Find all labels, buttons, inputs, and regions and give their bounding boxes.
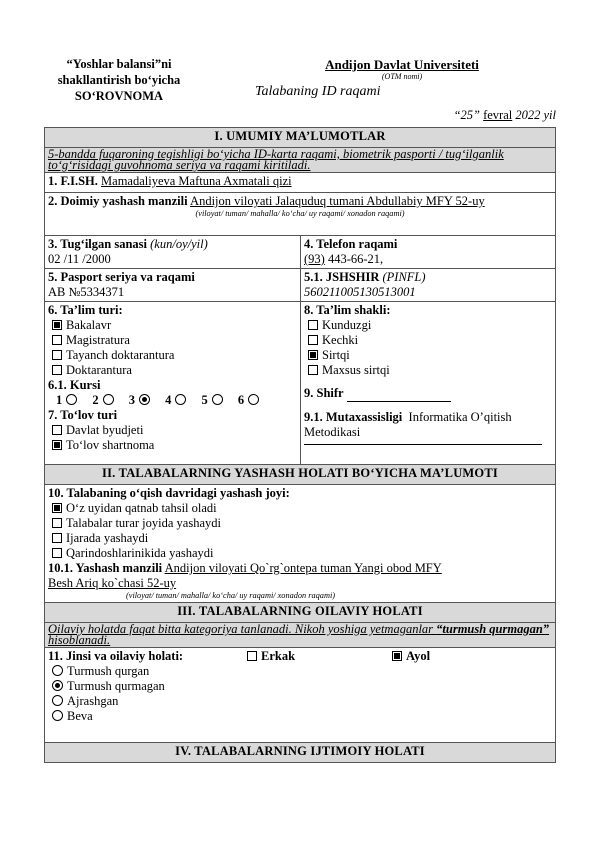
living-address-value-2[interactable]: Besh Ariq ko`chasi 52-uy xyxy=(48,576,177,590)
checkbox-icon[interactable] xyxy=(308,365,318,375)
radio-selected-icon[interactable] xyxy=(139,394,150,405)
tuition-option[interactable] xyxy=(48,423,297,438)
edu-type-option-label: Magistratura xyxy=(66,333,130,347)
phone-label: 4. Telefon raqami xyxy=(304,237,398,251)
section-4-title: IV. TALABALARNING IJTIMOIY HOLATI xyxy=(45,743,556,763)
university-name: Andijon Davlat Universiteti xyxy=(325,57,479,72)
speciality-label: 9.1. Mutaxassisligi xyxy=(304,410,403,424)
gender-row xyxy=(48,649,552,664)
jshshir-cell xyxy=(301,269,556,302)
survey-form xyxy=(44,127,556,763)
edu-form-label: 8. Ta’lim shakli: xyxy=(304,303,391,317)
tuition-option-label: Davlat byudjeti xyxy=(66,423,144,437)
gender-option-label: Erkak xyxy=(261,649,296,663)
living-address-label: 10.1. Yashash manzili xyxy=(48,561,163,575)
course-number: 1 xyxy=(56,393,63,407)
gender-option[interactable] xyxy=(388,649,430,664)
phone-code[interactable]: (93) xyxy=(304,252,325,266)
living-option-label: Ijarada yashaydi xyxy=(66,531,149,545)
living-option[interactable] xyxy=(48,516,552,531)
marital-option-label: Turmush qurmagan xyxy=(67,679,165,693)
course-label: 6.1. Kursi xyxy=(48,378,101,392)
checkbox-checked-icon[interactable] xyxy=(392,651,402,661)
radio-icon[interactable] xyxy=(248,394,259,405)
cipher-field[interactable] xyxy=(347,386,451,402)
date-month: fevral xyxy=(483,108,513,122)
tuition-option-label: To‘lov shartnoma xyxy=(66,438,155,452)
checkbox-checked-icon[interactable] xyxy=(308,350,318,360)
otm-note: (OTM nomi) xyxy=(381,72,423,81)
edu-type-option[interactable] xyxy=(48,333,297,348)
marital-option[interactable] xyxy=(48,694,552,709)
checkbox-icon[interactable] xyxy=(308,320,318,330)
radio-icon[interactable] xyxy=(175,394,186,405)
edu-form-option[interactable] xyxy=(304,363,552,378)
course-number: 4 xyxy=(165,393,172,407)
course-option[interactable] xyxy=(202,393,227,408)
survey-title-line: SO‘ROVNOMA xyxy=(74,89,164,103)
section-3-title: III. TALABALARNING OILAVIY HOLATI xyxy=(45,603,556,623)
checkbox-checked-icon[interactable] xyxy=(52,320,62,330)
speciality-row xyxy=(304,410,552,440)
course-number: 6 xyxy=(237,393,245,407)
birth-value[interactable]: 02 /11 /2000 xyxy=(48,252,111,266)
gender-label: 11. Jinsi va oilaviy holati: xyxy=(48,649,184,663)
checkbox-icon[interactable] xyxy=(52,518,62,528)
phone-cell xyxy=(301,236,556,269)
radio-icon[interactable] xyxy=(52,710,63,721)
edu-form-option[interactable] xyxy=(304,348,552,363)
living-option[interactable] xyxy=(48,501,552,516)
gender-option[interactable] xyxy=(243,649,295,664)
date-day: “25 xyxy=(453,108,474,122)
note-part: Oilaviy holatda faqat bitta kategoriya tanlanadi. Nikoh yoshiga yetmaganlar xyxy=(48,622,437,636)
checkbox-icon[interactable] xyxy=(308,335,318,345)
date-mid: ” xyxy=(473,108,484,122)
birth-format: (kun/oy/yil) xyxy=(150,237,208,251)
checkbox-icon[interactable] xyxy=(247,651,257,661)
passport-value[interactable]: AB №5334371 xyxy=(48,285,125,299)
university-block xyxy=(292,57,512,82)
survey-title-line: shakllantirish bo‘yicha xyxy=(57,73,181,87)
marital-option[interactable] xyxy=(48,709,552,724)
checkbox-icon[interactable] xyxy=(52,425,62,435)
birth-cell xyxy=(45,236,301,269)
survey-title xyxy=(40,56,198,104)
tuition-label: 7. To‘lov turi xyxy=(48,408,118,422)
section-3-note xyxy=(45,623,556,648)
checkbox-checked-icon[interactable] xyxy=(52,440,62,450)
section-1-title: I. UMUMIY MA’LUMOTLAR xyxy=(45,128,556,148)
jshshir-label: 5.1. JSHSHIR xyxy=(304,270,380,284)
birth-label: 3. Tug‘ilgan sanasi xyxy=(48,237,148,251)
radio-selected-icon[interactable] xyxy=(52,680,63,691)
jshshir-value[interactable]: 560211005130513001 xyxy=(304,285,416,299)
checkbox-icon[interactable] xyxy=(52,548,62,558)
marital-option-label: Beva xyxy=(67,709,93,723)
course-option[interactable] xyxy=(238,393,263,408)
marital-option[interactable] xyxy=(48,679,552,694)
edu-form-option-label: Sirtqi xyxy=(322,348,350,362)
section-1-note xyxy=(45,148,556,173)
section-3-note-text xyxy=(48,622,549,647)
edu-type-option-label: Tayanch doktarantura xyxy=(66,348,175,362)
edu-type-option[interactable] xyxy=(48,318,297,333)
course-option[interactable] xyxy=(92,393,117,408)
date-year: 2022 yil xyxy=(512,108,556,122)
survey-title-line: “Yoshlar balansi”ni xyxy=(66,57,172,71)
edu-type-option[interactable] xyxy=(48,363,297,378)
address-label: 2. Doimiy yashash manzili xyxy=(48,194,188,208)
edu-form-option-label: Kechki xyxy=(322,333,359,347)
living-address-hint: (viloyat/ tuman/ mahalla/ ko‘cha/ uy raqami/ xonadon raqami) xyxy=(126,591,336,600)
note-bold: “turmush qurmagan” xyxy=(436,622,550,636)
radio-icon[interactable] xyxy=(212,394,223,405)
edu-form-option-label: Kunduzgi xyxy=(322,318,372,332)
fish-label: 1. F.I.SH. xyxy=(48,174,98,188)
section-1-note-text: 5-bandda fuqaroning tegishligi bo‘yicha ID-karta raqami, biometrik pasporti / tug‘ilganlik to‘g‘risidagi guvohnoma seriya va raqami kiritiladi. xyxy=(48,147,504,172)
address-value[interactable]: Andijon viloyati Jalaquduq tumani Abdullabiy MFY 52-uy xyxy=(190,194,485,208)
cipher-label: 9. Shifr xyxy=(304,386,344,400)
address-row xyxy=(45,193,556,236)
marital-option-label: Turmush qurgan xyxy=(67,664,150,678)
living-label: 10. Talabaning o‘qish davridagi yashash joyi: xyxy=(48,486,290,500)
address-hint: (viloyat/ tuman/ mahalla/ ko‘cha/ uy raqami/ xonadon raqami) xyxy=(195,209,405,218)
radio-icon[interactable] xyxy=(52,695,63,706)
living-option[interactable] xyxy=(48,531,552,546)
radio-icon[interactable] xyxy=(66,394,77,405)
checkbox-icon[interactable] xyxy=(52,350,62,360)
checkbox-icon[interactable] xyxy=(52,533,62,543)
note-part: hisoblanadi. xyxy=(48,633,111,647)
speciality-underline xyxy=(304,440,542,445)
cipher-row xyxy=(304,386,552,402)
course-number: 2 xyxy=(92,393,99,407)
edu-type-option[interactable] xyxy=(48,348,297,363)
checkbox-icon[interactable] xyxy=(52,365,62,375)
living-option-label: Talabalar turar joyida yashaydi xyxy=(66,516,221,530)
living-cell xyxy=(45,485,556,603)
course-option[interactable] xyxy=(165,393,190,408)
radio-icon[interactable] xyxy=(52,665,63,676)
edu-type-option-label: Bakalavr xyxy=(66,318,112,332)
marital-option[interactable] xyxy=(48,664,552,679)
speciality-value[interactable]: Informatika O’qitish Metodikasi xyxy=(304,410,512,439)
phone-value[interactable]: 443-66-21, xyxy=(324,252,384,266)
passport-cell xyxy=(45,269,301,302)
course-number: 3 xyxy=(128,393,135,407)
edu-form-option[interactable] xyxy=(304,318,552,333)
course-number: 5 xyxy=(201,393,208,407)
fish-row xyxy=(45,173,556,193)
form-date xyxy=(454,108,556,123)
living-option-label: O‘z uyidan qatnab tahsil oladi xyxy=(66,501,217,515)
course-options xyxy=(48,393,297,408)
edu-form-option[interactable] xyxy=(304,333,552,348)
checkbox-icon[interactable] xyxy=(52,335,62,345)
edu-type-cell xyxy=(45,302,301,465)
section-2-title: II. TALABALARNING YASHASH HOLATI BO‘YICHA MA’LUMOTI xyxy=(45,465,556,485)
edu-form-cell xyxy=(301,302,556,465)
marital-cell xyxy=(45,648,556,743)
checkbox-checked-icon[interactable] xyxy=(52,503,62,513)
radio-icon[interactable] xyxy=(103,394,114,405)
jshshir-hint: (PINFL) xyxy=(382,270,426,284)
living-option[interactable] xyxy=(48,546,552,561)
edu-type-label: 6. Ta’lim turi: xyxy=(48,303,123,317)
tuition-option[interactable] xyxy=(48,438,297,453)
fish-value[interactable]: Mamadaliyeva Maftuna Axmatali qizi xyxy=(101,174,292,188)
gender-option-label: Ayol xyxy=(406,649,431,663)
course-option[interactable] xyxy=(129,393,154,408)
edu-form-option-label: Maxsus sirtqi xyxy=(322,363,390,377)
student-id-label: Talabaning ID raqami xyxy=(255,84,381,99)
edu-type-option-label: Doktarantura xyxy=(66,363,132,377)
living-option-label: Qarindoshlarinikida yashaydi xyxy=(66,546,214,560)
course-option[interactable] xyxy=(56,393,81,408)
passport-label: 5. Pasport seriya va raqami xyxy=(48,270,195,284)
living-address-value-1[interactable]: Andijon viloyati Qo`rg`ontepa tuman Yangi obod MFY xyxy=(164,561,442,575)
marital-option-label: Ajrashgan xyxy=(67,694,119,708)
